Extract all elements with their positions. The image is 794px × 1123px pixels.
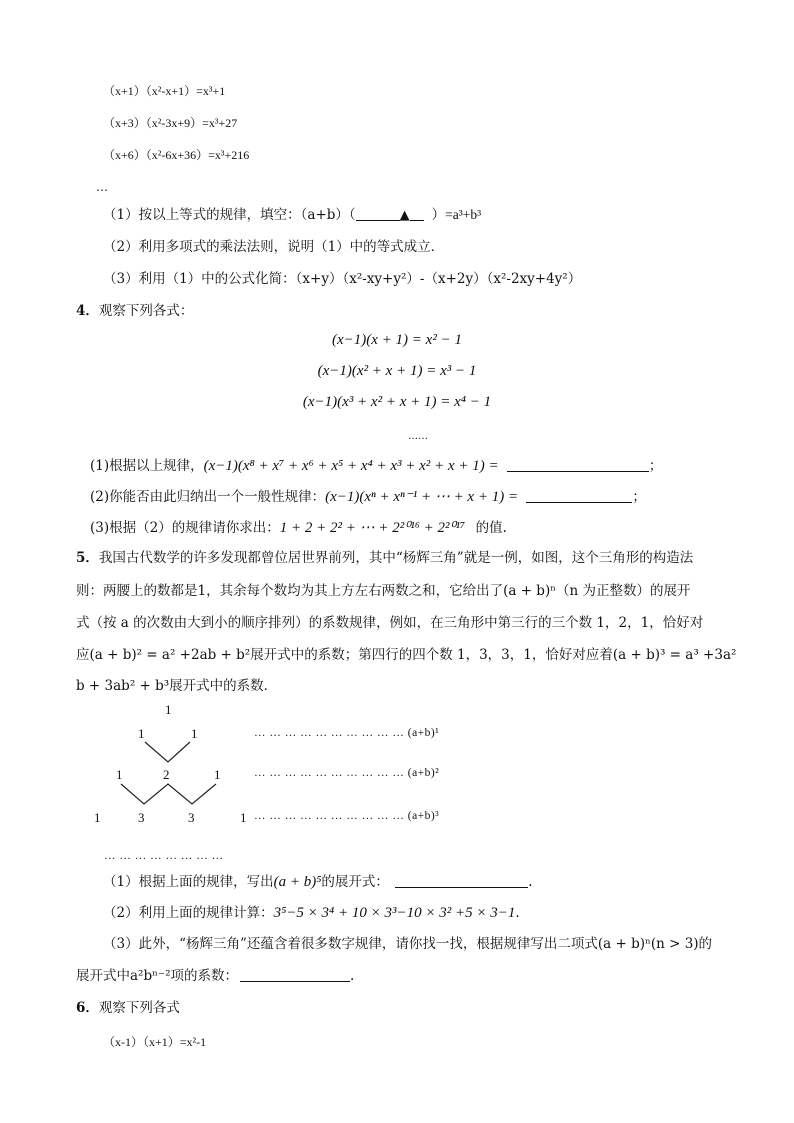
q5-part1-end: .: [528, 874, 533, 890]
q3-part3: （3）利用（1）中的公式化简：（x+y）（x²-xy+y²）-（x+2y）（x²-2xy+4y²）: [103, 271, 582, 287]
q6-title: 观察下列各式: [98, 1000, 180, 1016]
q5-number: 5．: [76, 550, 99, 566]
q5-part3-answer-blank[interactable]: [240, 967, 350, 982]
triangle-connector-row2: [145, 742, 190, 762]
q5-part1: [103, 873, 533, 891]
q6-number: 6．: [76, 1000, 99, 1016]
q4-part1-prefix: (1)根据以上规律，: [90, 458, 204, 474]
q5-part2: [103, 904, 520, 922]
q5-paragraph-line-4: 应(a + b)² = a² +2ab + b²展开式中的系数；第四行的四个数 1，3，3，1，恰好对应着(a + b)³ = a³ +3a²: [76, 647, 737, 663]
triangle-row2-value: 1: [191, 726, 198, 741]
q5-part1-answer-blank[interactable]: [395, 873, 528, 888]
q5-part3-prefix: 展开式中a²bⁿ⁻²项的系数：: [76, 968, 238, 984]
triangle-row3-value: 1: [116, 767, 123, 782]
q5-part1-expression: (a + b)⁵: [273, 874, 322, 890]
triangle-row4-value: 1: [240, 810, 247, 825]
q5-part1-suffix: 的展开式：: [321, 874, 389, 890]
intro-equation-2: （x+3）（x²-3x+9）=x³+27: [103, 116, 238, 130]
q5-paragraph-line-3: 式（按 a 的次数由大到小的顺序排列）的系数规律，例如，在三角形中第三行的三个数 1，2，1，恰好对: [76, 615, 704, 631]
q5-paragraph-line-5: b + 3ab² + b³展开式中的系数．: [76, 678, 278, 694]
q5-part3-line-2: [76, 967, 354, 985]
q4-number: 4．: [76, 303, 99, 319]
triangle-bottom-ellipsis: … … … … … … … …: [104, 850, 224, 862]
triangle-row1-value: 1: [165, 702, 172, 717]
binomial-label-3: (a+b)³: [407, 810, 440, 822]
leader-dots: … … … … … … … … … …: [254, 767, 405, 779]
q4-equation-1: (x−1)(x + 1) = x² − 1: [332, 332, 462, 348]
q5-part2-end: .: [515, 905, 520, 921]
triangle-row4-value: 1: [94, 810, 101, 825]
q5-part3-line-1: （3）此外，“杨辉三角”还蕴含着很多数字规律，请你找一找，根据规律写出二项式(a + b)ⁿ(n > 3)的: [103, 936, 713, 952]
q4-part3-prefix: (3)根据（2）的规律请你求出：: [90, 520, 280, 536]
triangle-row2-value: 1: [138, 726, 145, 741]
triangle-row4-value: 3: [188, 810, 195, 825]
q5-part1-prefix: （1）根据上面的规律，写出: [103, 874, 274, 890]
q4-part3-end: 的值.: [475, 520, 507, 536]
q4-part2-end: ；: [632, 489, 646, 505]
triangle-leader-1: [254, 727, 439, 739]
intro-equation-1: （x+1）（x²-x+1）=x³+1: [103, 84, 226, 98]
q4-equation-3: (x−1)(x³ + x² + x + 1) = x⁴ − 1: [302, 394, 492, 410]
q4-title: 观察下列各式：: [98, 303, 194, 319]
q3-part1-suffix: ）=a³+b³: [431, 207, 482, 222]
triangle-row3-value: 1: [214, 767, 221, 782]
intro-equation-3: （x+6）（x²-6x+36）=x³+216: [103, 148, 250, 162]
binomial-label-1: (a+b)¹: [407, 727, 440, 739]
q4-part1-expression: (x−1)(x⁸ + x⁷ + x⁶ + x⁵ + x⁴ + x³ + x² + x + 1) =: [203, 458, 499, 474]
q4-part3-expression: 1 + 2 + 2² + ⋯ + 2²⁰¹⁶ + 2²⁰¹⁷: [279, 520, 466, 536]
triangle-connector-row3: [121, 784, 216, 804]
leader-dots: … … … … … … … … … …: [254, 727, 405, 739]
q4-part2-expression: (x−1)(xⁿ + xⁿ⁻¹ + ⋯ + x + 1) =: [325, 489, 519, 505]
q3-part1-prefix: （1）按以上等式的规律，填空：（a+b）（: [103, 207, 356, 223]
triangle-row4-value: 3: [138, 810, 145, 825]
q5-part2-expression: 3⁵−5 × 3⁴ + 10 × 3³−10 × 3² +5 × 3−1: [273, 905, 516, 921]
q6-header: [76, 999, 180, 1017]
triangle-marker: ▲: [399, 208, 410, 223]
q4-part2-prefix: (2)你能否由此归纳出一个一般性规律：: [90, 489, 326, 505]
triangle-leader-2: [254, 767, 439, 779]
q5-paragraph-line-2: 则：两腰上的数都是1，其余每个数均为其上方左右两数之和，它给出了(a + b)ⁿ（n 为正整数）的展开: [76, 583, 691, 599]
triangle-leader-3: [254, 810, 439, 822]
q4-part1-end: ；: [648, 458, 663, 474]
q4-equation-2: (x−1)(x² + x + 1) = x³ − 1: [317, 363, 477, 379]
triangle-row3-value: 2: [163, 767, 170, 782]
q5-part3-end: .: [349, 968, 355, 984]
q5-line-1-text: 我国古代数学的许多发现都曾位居世界前列，其中“杨辉三角”就是一例，如图，这个三角形的构造法: [98, 550, 694, 566]
binomial-label-2: (a+b)²: [407, 767, 440, 779]
intro-ellipsis: …: [96, 180, 108, 194]
q6-equation-1: （x-1）（x+1）=x²-1: [103, 1035, 207, 1049]
q4-ellipsis: ……: [408, 431, 428, 442]
q3-part2: （2）利用多项式的乘法法则，说明（1）中的等式成立．: [103, 239, 445, 255]
q5-part2-prefix: （2）利用上面的规律计算：: [103, 905, 274, 921]
leader-dots: … … … … … … … … … …: [254, 810, 405, 822]
